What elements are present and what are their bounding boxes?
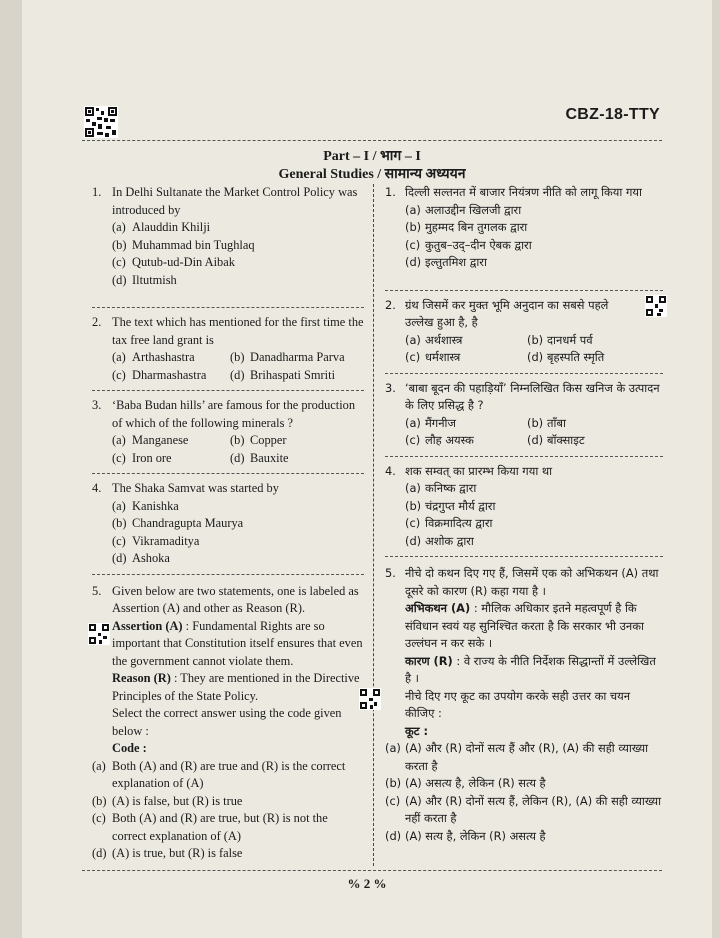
question-text: शक सम्वत् का प्रारम्भ किया गया था (405, 463, 553, 478)
question-number: 1. (92, 185, 102, 199)
section-title: General Studies / सामान्य अध्ययन (278, 167, 466, 182)
question-3-hi (385, 380, 663, 450)
option-text: Qutub-ud-Din Aibak (132, 255, 235, 269)
reason-label: Reason (R) (112, 671, 171, 685)
assertion-label: Assertion (A) (112, 618, 183, 633)
option-text: विक्रमादित्य द्वारा (425, 516, 493, 530)
option-letter: (b) (527, 415, 544, 430)
instruction-text: नीचे दिए गए कूट का उपयोग करके सही उत्तर का चयन कीजिए : (405, 688, 631, 720)
option-text: Manganese (132, 433, 189, 447)
option-text: इल्तुतमिश द्वारा (425, 255, 487, 269)
option-letter: (a) (405, 202, 421, 217)
option-text: Chandragupta Maurya (132, 516, 244, 530)
option-letter: (c) (112, 255, 126, 269)
option-letter: (d) (92, 846, 107, 860)
question-number: 1. (385, 185, 396, 199)
question-text: ‘बाबा बूदन की पहाड़ियाँ’ निम्नलिखित किस खनिज के उत्पादन के लिए प्रसिद्ध है ? (405, 380, 660, 412)
option-letter: (c) (112, 533, 126, 548)
option-letter: (b) (405, 220, 422, 234)
question-number: 3. (92, 398, 102, 412)
part-title: Part – I / भाग – I (323, 149, 421, 164)
question-number: 2. (92, 315, 102, 329)
footer-rule (82, 870, 662, 871)
assertion-text: : Fundamental Rights are so important that Constitution itself ensures that even the government cannot violate them. (112, 618, 363, 668)
option-letter: (d) (230, 367, 245, 382)
english-column (92, 184, 364, 863)
code-label: Code : (112, 741, 147, 755)
option-text: लौह अयस्क (425, 433, 474, 447)
option-letter: (a) (112, 498, 126, 513)
question-4-en (92, 480, 364, 568)
assertion-label: अभिकथन (A) (405, 601, 471, 615)
option-text: Both (A) and (R) are true and (R) is the correct explanation of (A) (112, 758, 346, 790)
option-text: कुतुब–उद्–दीन ऐबक द्वारा (425, 237, 532, 252)
option-letter: (a) (405, 481, 421, 495)
question-2-hi (385, 297, 663, 367)
page-number: % 2 % (347, 876, 387, 891)
option-text: चंद्रगुप्त मौर्य द्वारा (425, 498, 496, 513)
option-text: Arthashastra (132, 350, 195, 364)
option-text: Ashoka (132, 551, 170, 565)
option-letter: (c) (405, 237, 421, 252)
option-letter: (d) (527, 350, 544, 364)
question-4-hi (385, 463, 663, 551)
option-text: अलाउद्दीन खिलजी द्वारा (425, 202, 522, 217)
question-number: 2. (385, 297, 396, 312)
option-letter: (b) (112, 516, 127, 530)
question-text: ग्रंथ जिसमें कर मुक्त भूमि अनुदान का सबसे पहले उल्लेख हुआ है, है (405, 297, 609, 329)
option-text: (A) और (R) दोनों सत्य हैं, लेकिन (R), (A) की सही व्याख्या नहीं करता है (405, 793, 662, 825)
option-text: Copper (250, 433, 287, 447)
question-5-en (92, 583, 364, 863)
option-letter: (b) (92, 793, 107, 808)
question-number: 4. (92, 481, 102, 495)
option-letter: (b) (405, 498, 422, 513)
question-text: दिल्ली सल्तनत में बाजार नियंत्रण नीति को लागू किया गया (405, 185, 642, 199)
option-letter: (d) (112, 272, 127, 287)
question-number: 5. (385, 566, 396, 580)
option-letter: (c) (405, 350, 421, 364)
option-letter: (a) (112, 220, 126, 234)
option-letter: (c) (92, 811, 106, 825)
option-text: Alauddin Khilji (132, 220, 211, 234)
question-number: 5. (92, 583, 102, 598)
option-letter: (c) (385, 793, 401, 808)
option-text: (A) सत्य है, लेकिन (R) असत्य है (405, 828, 546, 843)
option-letter: (b) (385, 776, 402, 790)
option-letter: (b) (112, 237, 127, 252)
option-letter: (d) (405, 255, 422, 269)
option-text: ताँबा (547, 415, 566, 430)
option-letter: (c) (405, 433, 421, 447)
question-text: The text which has mentioned for the first time the tax free land grant is (112, 315, 364, 347)
question-text: Given below are two statements, one is labeled as Assertion (A) and other as Reason (R). (112, 583, 359, 615)
option-text: (A) असत्य है, लेकिन (R) सत्य है (405, 776, 546, 790)
option-letter: (c) (112, 367, 126, 382)
qr-code-icon (88, 623, 110, 645)
question-1-en (92, 184, 364, 289)
question-2-en (92, 314, 364, 384)
option-text: बॉक्साइट (547, 433, 585, 447)
option-text: Iron ore (132, 450, 172, 465)
reason-text: : They are mentioned in the Directive Principles of the State Policy. (112, 671, 360, 703)
option-letter: (a) (112, 350, 126, 364)
option-text: Vikramaditya (132, 533, 200, 548)
question-text: ‘Baba Budan hills’ are famous for the production of which of the following minerals ? (112, 398, 356, 430)
option-letter: (b) (230, 350, 245, 364)
question-text: नीचे दो कथन दिए गए हैं, जिसमें एक को अभिकथन (A) तथा दूसरे को कारण (R) कहा गया है । (405, 566, 659, 598)
page-header (22, 102, 712, 142)
option-text: मुहम्मद बिन तुगलक द्वारा (425, 220, 528, 234)
option-letter: (d) (385, 828, 402, 843)
option-letter: (d) (112, 551, 127, 565)
option-letter: (d) (230, 450, 245, 465)
option-letter: (a) (112, 433, 126, 447)
question-text: In Delhi Sultanate the Market Control Policy was introduced by (112, 185, 358, 217)
reason-text: : वे राज्य के नीति निर्देशक सिद्धान्तों में उल्लेखित है । (405, 653, 656, 685)
question-number: 3. (385, 380, 396, 395)
question-number: 4. (385, 463, 396, 478)
hindi-column (385, 184, 663, 845)
option-letter: (c) (112, 450, 126, 465)
header-rule (82, 140, 662, 141)
reason-label: कारण (R) (405, 653, 453, 668)
qr-code-icon (84, 106, 118, 138)
qr-code-icon (359, 688, 381, 710)
instruction-text: Select the correct answer using the code given below : (112, 706, 342, 738)
option-letter: (d) (405, 533, 422, 548)
question-text: The Shaka Samvat was started by (112, 481, 279, 495)
option-text: धर्मशास्त्र (425, 350, 461, 364)
option-text: मैंगनीज (425, 415, 456, 430)
option-text: Both (A) and (R) are true, but (R) is not the correct explanation of (A) (112, 811, 328, 843)
option-text: (A) is false, but (R) is true (112, 793, 243, 808)
option-text: (A) is true, but (R) is false (112, 846, 243, 860)
column-divider (373, 184, 374, 866)
option-letter: (a) (405, 415, 421, 430)
option-letter: (b) (527, 332, 544, 347)
question-5-hi (385, 565, 663, 845)
exam-page (22, 0, 712, 938)
option-letter: (a) (385, 741, 401, 755)
option-text: Bauxite (250, 450, 289, 465)
option-text: Iltutmish (132, 272, 177, 287)
option-text: Kanishka (132, 498, 179, 513)
option-text: अशोक द्वारा (425, 533, 474, 548)
question-3-en (92, 397, 364, 467)
option-text: अर्थशास्त्र (425, 332, 463, 347)
option-text: Danadharma Parva (250, 350, 345, 364)
option-text: कनिष्क द्वारा (425, 481, 477, 495)
assertion-text: : मौलिक अधिकार इतने महत्वपूर्ण है कि संविधान स्वयं यह सुनिश्चित करता है कि सरकार भी उनका उल्लंघन न कर सके । (405, 601, 644, 650)
option-letter: (a) (405, 332, 421, 347)
option-letter: (c) (405, 516, 421, 530)
option-text: Dharmashastra (132, 367, 207, 382)
option-text: (A) और (R) दोनों सत्य हैं और (R), (A) की सही व्याख्या करता है (405, 741, 649, 773)
code-label: कूट : (405, 723, 429, 738)
option-text: Muhammad bin Tughlaq (132, 237, 255, 252)
paper-code: CBZ-18-TTY (565, 106, 660, 123)
option-letter: (b) (230, 433, 245, 447)
option-text: बृहस्पति स्मृति (547, 350, 605, 364)
option-text: Brihaspati Smriti (250, 367, 336, 382)
question-1-hi (385, 184, 663, 272)
option-letter: (a) (92, 758, 106, 773)
option-text: दानधर्म पर्व (547, 332, 593, 347)
option-letter: (d) (527, 433, 544, 447)
